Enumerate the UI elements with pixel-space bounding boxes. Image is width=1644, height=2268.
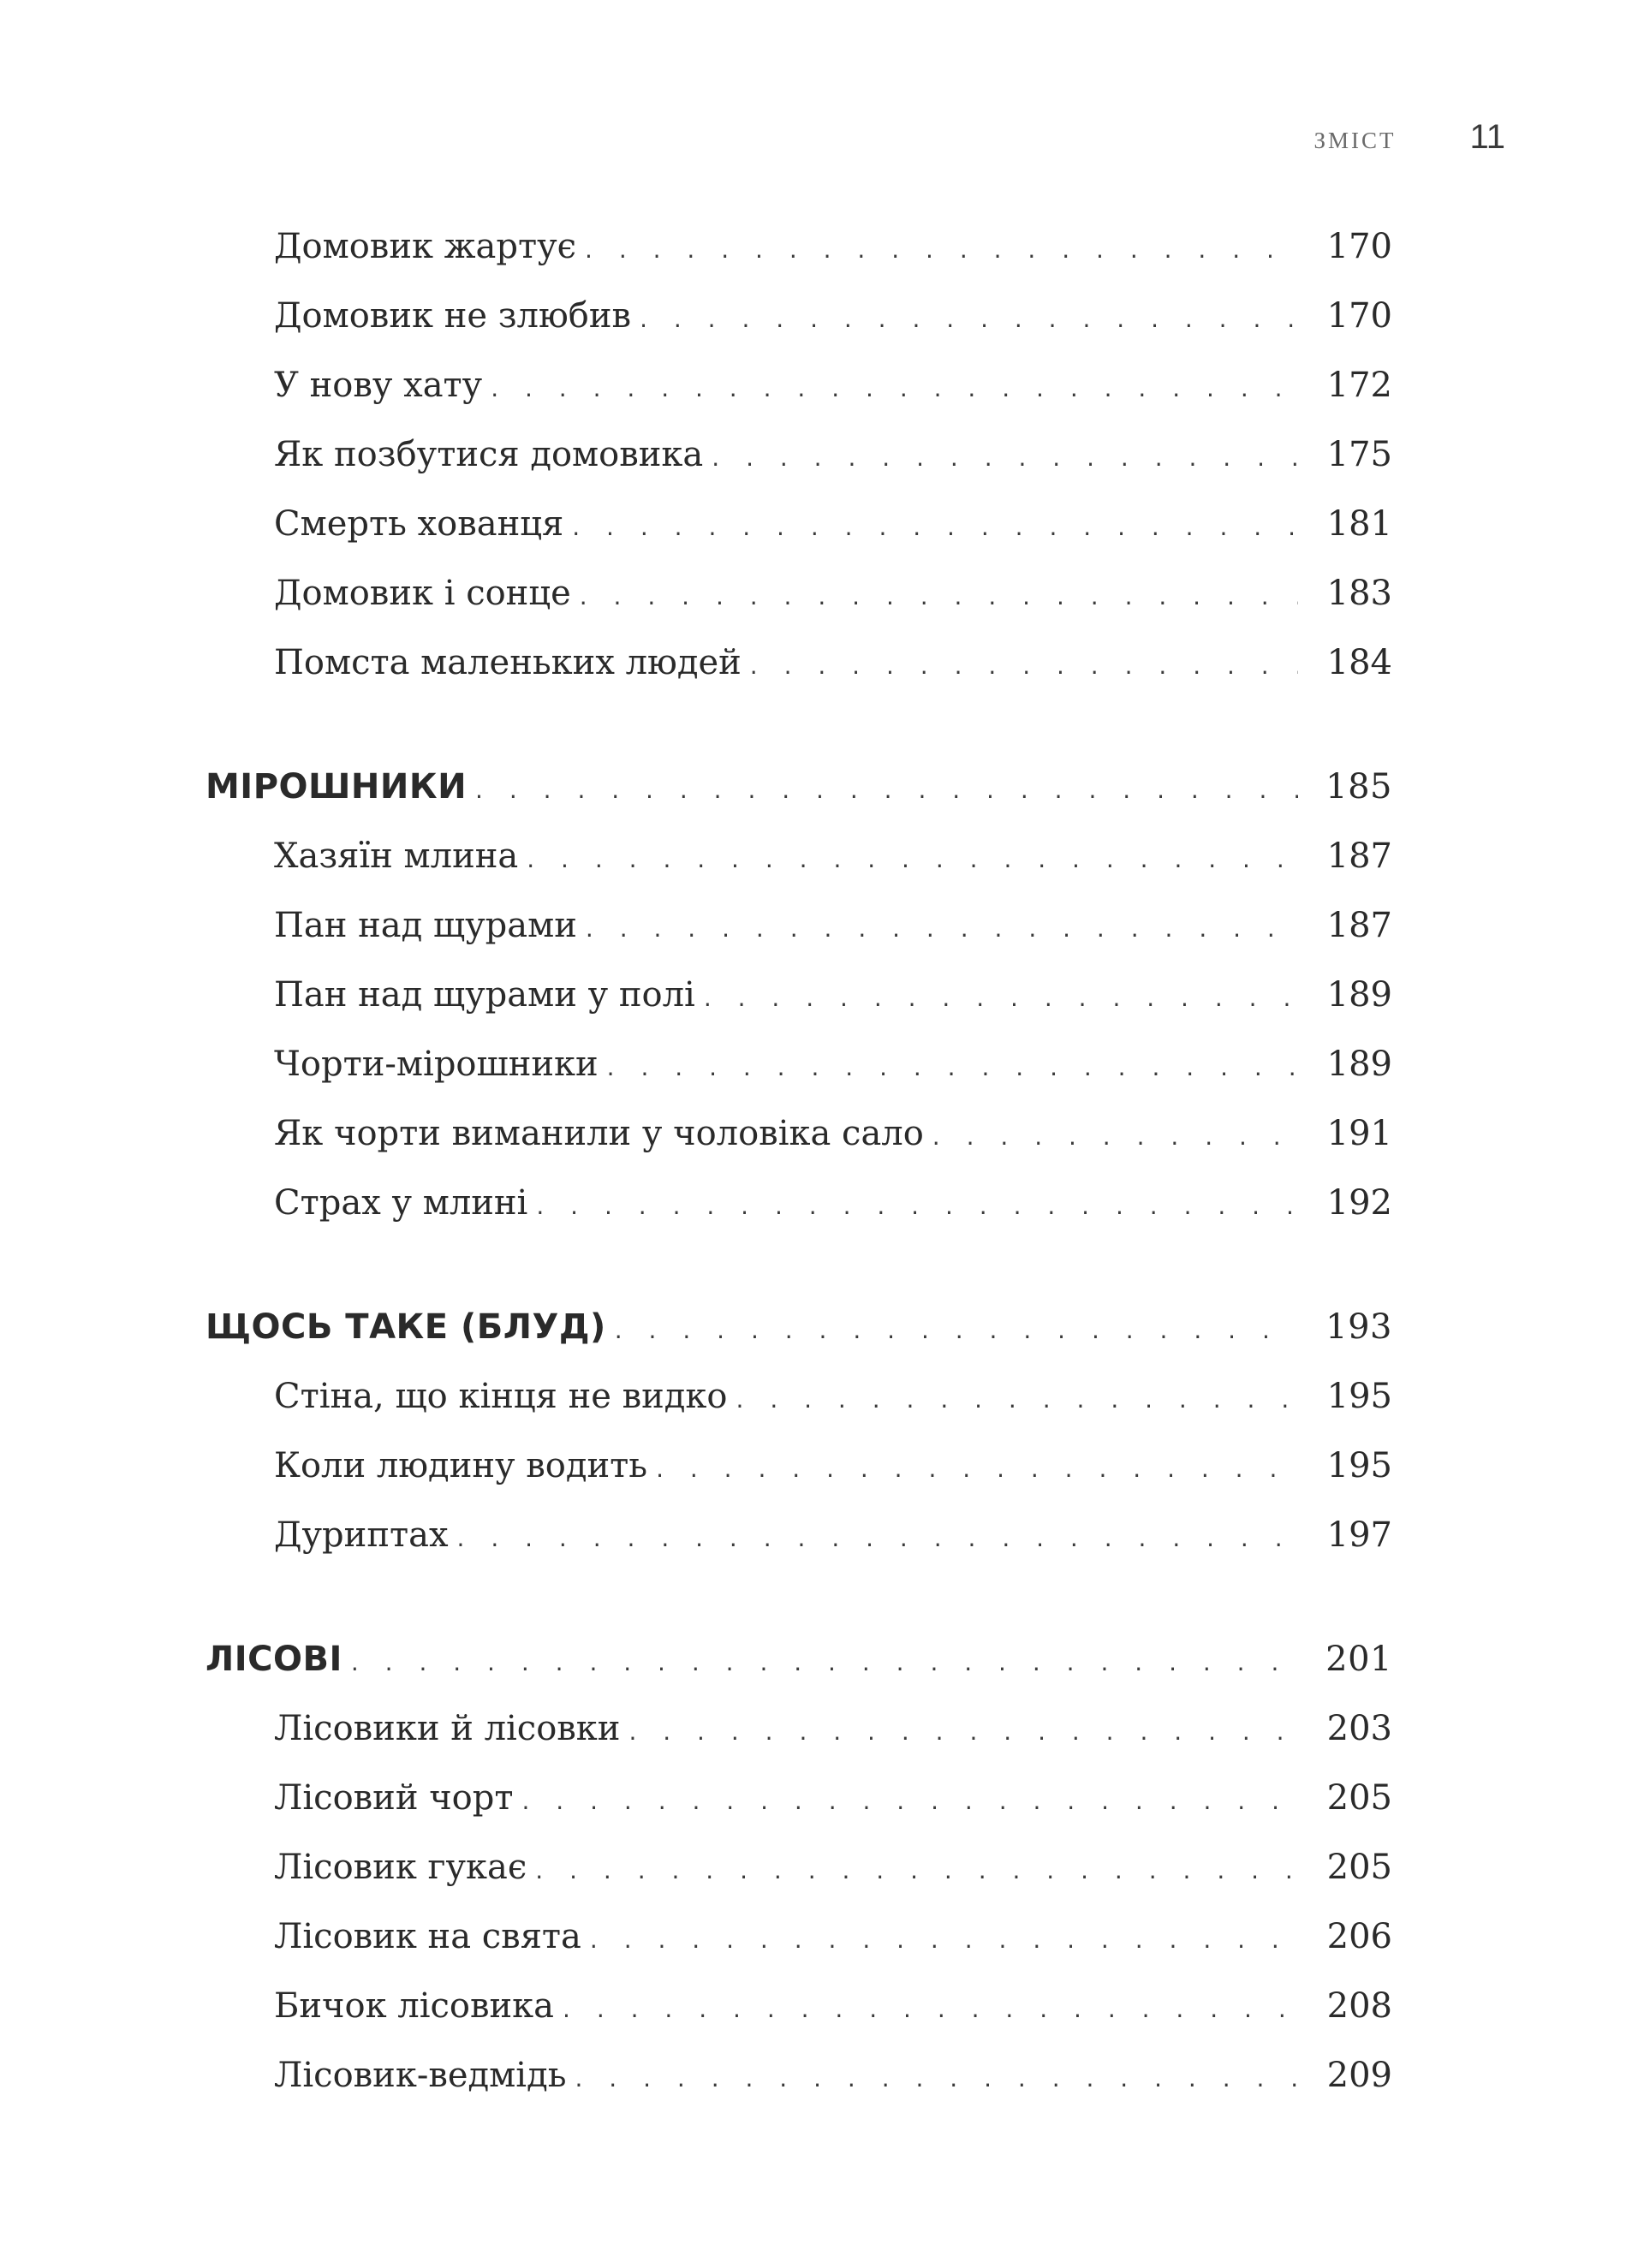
dot-leader: [575, 2044, 1298, 2113]
toc-entry-title: Стіна, що кінця не видко: [274, 1377, 728, 1416]
toc-entry-title: Помста маленьких людей: [274, 643, 742, 682]
toc-entry-title: Пан над щурами у полі: [274, 975, 695, 1015]
toc-entry[interactable]: [274, 212, 1392, 282]
toc-entry-title: Як чорти виманили у чоловіка сало: [274, 1114, 924, 1153]
toc-chapter-entry[interactable]: [206, 1293, 1392, 1362]
toc-entry[interactable]: [274, 2041, 1392, 2110]
toc-entry-page: 187: [1326, 836, 1392, 876]
toc-entry-page: 193: [1325, 1307, 1392, 1347]
toc-entry-page: 197: [1326, 1515, 1392, 1555]
toc-entry[interactable]: [274, 282, 1392, 351]
dot-leader: [475, 755, 1298, 824]
toc-entry[interactable]: [274, 1030, 1392, 1099]
toc-entry-title: Лісовики й лісовки: [274, 1709, 621, 1748]
section-gap: [0, 698, 1644, 753]
toc-entry-page: 183: [1326, 574, 1392, 613]
toc-entry-title: Лісовик-ведмідь: [274, 2056, 567, 2095]
toc-entry-page: 206: [1326, 1917, 1392, 1956]
toc-entry-title: ЩОСЬ ТАКЕ (БЛУД): [206, 1307, 606, 1347]
table-of-contents: [0, 212, 1644, 2110]
toc-entry-page: 187: [1326, 906, 1392, 945]
toc-entry[interactable]: [274, 1432, 1392, 1501]
dot-leader: [712, 423, 1298, 492]
toc-entry-page: 209: [1326, 2056, 1392, 2095]
toc-entry[interactable]: [274, 490, 1392, 559]
toc-entry[interactable]: [274, 628, 1392, 698]
toc-entry[interactable]: [274, 1099, 1392, 1169]
toc-entry-page: 175: [1326, 435, 1392, 474]
toc-entry[interactable]: [274, 1764, 1392, 1833]
dot-leader: [628, 1697, 1298, 1766]
toc-entry-title: ЛІСОВІ: [206, 1640, 342, 1679]
toc-entry-page: 205: [1326, 1778, 1392, 1818]
toc-entry[interactable]: [274, 1972, 1392, 2041]
toc-entry-title: У нову хату: [274, 366, 483, 405]
toc-entry-title: Домовик і сонце: [274, 574, 571, 613]
page-number: 11: [1469, 118, 1505, 156]
toc-entry-title: Бичок лісовика: [274, 1986, 555, 2026]
dot-leader: [736, 1365, 1298, 1434]
dot-leader: [580, 562, 1298, 631]
toc-entry[interactable]: [274, 891, 1392, 961]
toc-entry-title: Коли людину водить: [274, 1446, 648, 1485]
toc-entry-page: 201: [1325, 1640, 1392, 1679]
dot-leader: [750, 631, 1298, 700]
dot-leader: [491, 354, 1298, 423]
dot-leader: [607, 1033, 1298, 1102]
toc-entry-title: Лісовик на свята: [274, 1917, 581, 1956]
dot-leader: [586, 894, 1298, 963]
toc-entry-title: Як позбутися домовика: [274, 435, 704, 474]
toc-entry-page: 192: [1326, 1183, 1392, 1223]
toc-entry-page: 208: [1326, 1986, 1392, 2026]
toc-entry[interactable]: [274, 351, 1392, 420]
toc-entry-title: Смерть хованця: [274, 504, 564, 544]
toc-entry-title: Домовик жартує: [274, 227, 577, 266]
dot-leader: [656, 1434, 1298, 1503]
toc-entry-title: Лісовик гукає: [274, 1848, 527, 1887]
toc-entry-title: Домовик не злюбив: [274, 296, 632, 336]
dot-leader: [590, 1905, 1298, 1974]
dot-leader: [585, 215, 1298, 284]
running-header: [1313, 118, 1505, 157]
dot-leader: [572, 492, 1298, 562]
toc-entry-page: 189: [1326, 975, 1392, 1015]
dot-leader: [351, 1628, 1298, 1697]
dot-leader: [640, 284, 1298, 354]
toc-entry-title: Пан над щурами: [274, 906, 577, 945]
toc-entry-page: 205: [1326, 1848, 1392, 1887]
section-gap: [0, 1238, 1644, 1293]
dot-leader: [704, 963, 1298, 1033]
dot-leader: [457, 1503, 1298, 1573]
toc-entry-page: 184: [1326, 643, 1392, 682]
toc-entry-page: 203: [1326, 1709, 1392, 1748]
toc-entry[interactable]: [274, 1902, 1392, 1972]
toc-entry[interactable]: [274, 420, 1392, 490]
dot-leader: [527, 824, 1298, 894]
toc-entry-page: 195: [1326, 1446, 1392, 1485]
toc-entry[interactable]: [274, 1694, 1392, 1764]
toc-entry-page: 172: [1326, 366, 1392, 405]
dot-leader: [615, 1295, 1298, 1365]
toc-entry-title: Страх у млині: [274, 1183, 528, 1223]
toc-entry-title: Чорти-мірошники: [274, 1045, 599, 1084]
toc-entry-page: 170: [1326, 227, 1392, 266]
dot-leader: [563, 1974, 1298, 2044]
toc-entry[interactable]: [274, 1833, 1392, 1902]
running-title: зміст: [1313, 120, 1397, 156]
toc-entry-page: 195: [1326, 1377, 1392, 1416]
toc-entry[interactable]: [274, 1362, 1392, 1432]
toc-entry-title: МІРОШНИКИ: [206, 767, 468, 807]
dot-leader: [932, 1102, 1298, 1171]
toc-entry[interactable]: [274, 1501, 1392, 1570]
toc-entry-page: 189: [1326, 1045, 1392, 1084]
dot-leader: [536, 1171, 1298, 1241]
toc-chapter-entry[interactable]: [206, 753, 1392, 822]
toc-entry[interactable]: [274, 961, 1392, 1030]
toc-chapter-entry[interactable]: [206, 1625, 1392, 1694]
dot-leader: [521, 1766, 1298, 1836]
toc-entry-page: 191: [1326, 1114, 1392, 1153]
toc-entry[interactable]: [274, 559, 1392, 628]
toc-entry-title: Хазяїн млина: [274, 836, 519, 876]
toc-entry-page: 185: [1325, 767, 1392, 807]
toc-entry-page: 170: [1326, 296, 1392, 336]
toc-entry[interactable]: [274, 1169, 1392, 1238]
toc-entry[interactable]: [274, 822, 1392, 891]
section-gap: [0, 1570, 1644, 1625]
dot-leader: [535, 1836, 1298, 1905]
toc-entry-page: 181: [1326, 504, 1392, 544]
toc-entry-title: Лісовий чорт: [274, 1778, 514, 1818]
toc-entry-title: Дуриптах: [274, 1515, 449, 1555]
